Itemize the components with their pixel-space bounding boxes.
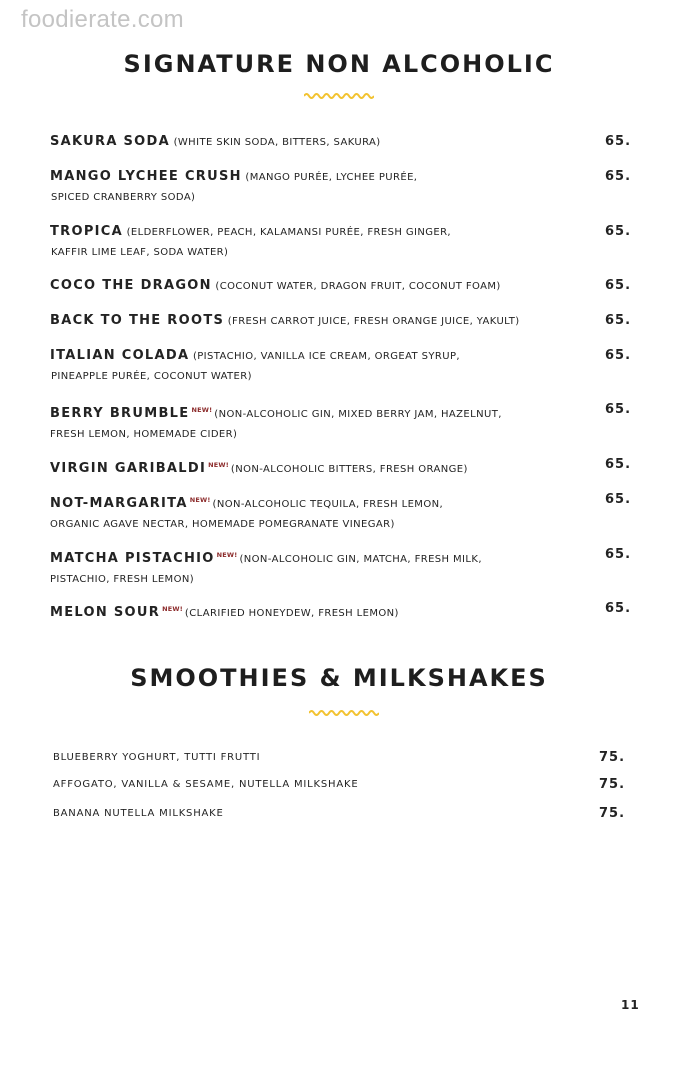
item-price: 75. (599, 806, 626, 821)
smoothie-item-name: AFFOGATO, VANILLA & SESAME, NUTELLA MILKSHAKE (53, 779, 359, 790)
item-price: 65. (605, 348, 632, 363)
item-description-cont: FRESH LEMON, HOMEMADE CIDER) (50, 429, 238, 440)
item-description-cont: PINEAPPLE PURÉE, COCONUT WATER) (51, 371, 252, 382)
section-title-smoothies: SMOOTHIES & MILKSHAKES (130, 664, 548, 692)
menu-item (50, 490, 570, 535)
menu-item (50, 346, 570, 387)
menu-item (50, 167, 570, 208)
item-description: (NON-ALCOHOLIC GIN, MIXED BERRY JAM, HAZELNUT, (214, 409, 502, 420)
wave-divider-icon (304, 92, 374, 100)
new-badge: NEW! (162, 605, 183, 613)
item-description: (NON-ALCOHOLIC GIN, MATCHA, FRESH MILK, (239, 554, 482, 565)
item-price: 75. (599, 750, 626, 765)
menu-item (50, 132, 570, 153)
item-price: 65. (605, 224, 632, 239)
item-name: MELON SOUR (50, 605, 161, 620)
menu-item (50, 545, 570, 590)
item-price: 65. (605, 601, 632, 616)
item-description: (NON-ALCOHOLIC BITTERS, FRESH ORANGE) (230, 464, 468, 475)
item-name: BACK TO THE ROOTS (50, 313, 225, 328)
smoothie-item-name: BANANA NUTELLA MILKSHAKE (53, 808, 224, 819)
new-badge: NEW! (191, 406, 213, 414)
item-description-cont: SPICED CRANBERRY SODA) (51, 192, 196, 203)
item-name: ITALIAN COLADA (50, 348, 190, 363)
item-description-cont: PISTACHIO, FRESH LEMON) (50, 574, 195, 585)
item-price: 65. (605, 278, 632, 293)
menu-item (50, 599, 570, 624)
new-badge: NEW! (189, 496, 211, 504)
item-description: (PISTACHIO, VANILLA ICE CREAM, ORGEAT SYRUP, (192, 351, 460, 362)
item-price: 65. (605, 134, 632, 149)
item-description-cont: KAFFIR LIME LEAF, SODA WATER) (51, 247, 229, 258)
item-name: COCO THE DRAGON (50, 278, 212, 293)
item-name: BERRY BRUMBLE (50, 406, 190, 421)
item-name: NOT-MARGARITA (50, 496, 188, 511)
item-name: SAKURA SODA (50, 134, 170, 149)
page-number: 11 (621, 998, 640, 1012)
wave-divider-icon (309, 709, 379, 717)
item-name: VIRGIN GARIBALDI (50, 461, 207, 476)
menu-item (50, 222, 570, 263)
item-name: TROPICA (50, 224, 123, 239)
item-description: (ELDERFLOWER, PEACH, KALAMANSI PURÉE, FRESH GINGER, (126, 227, 451, 238)
new-badge: NEW! (216, 551, 238, 559)
item-description: (COCONUT WATER, DRAGON FRUIT, COCONUT FOAM) (215, 281, 501, 292)
item-description: (WHITE SKIN SODA, BITTERS, SAKURA) (173, 137, 381, 148)
smoothie-item-name: BLUEBERRY YOGHURT, TUTTI FRUTTI (53, 752, 261, 763)
item-description: (FRESH CARROT JUICE, FRESH ORANGE JUICE, YAKULT) (227, 316, 520, 327)
menu-item (50, 400, 570, 445)
menu-item (50, 276, 570, 297)
item-description: (MANGO PURÉE, LYCHEE PURÉE, (245, 172, 418, 183)
watermark: foodierate.com (21, 6, 184, 33)
menu-item (50, 455, 570, 480)
item-name: MATCHA PISTACHIO (50, 551, 215, 566)
item-price: 65. (605, 457, 632, 472)
item-price: 65. (605, 402, 632, 417)
item-price: 65. (605, 169, 632, 184)
item-price: 65. (605, 492, 632, 507)
new-badge: NEW! (208, 461, 229, 469)
item-name: MANGO LYCHEE CRUSH (50, 169, 242, 184)
item-description: (NON-ALCOHOLIC TEQUILA, FRESH LEMON, (212, 499, 444, 510)
section-title-signature: SIGNATURE NON ALCOHOLIC (123, 50, 555, 78)
item-price: 75. (599, 777, 626, 792)
item-description: (CLARIFIED HONEYDEW, FRESH LEMON) (184, 608, 399, 619)
item-description-cont: ORGANIC AGAVE NECTAR, HOMEMADE POMEGRANATE VINEGAR) (50, 519, 395, 530)
menu-item (50, 311, 570, 332)
item-price: 65. (605, 313, 632, 328)
item-price: 65. (605, 547, 632, 562)
